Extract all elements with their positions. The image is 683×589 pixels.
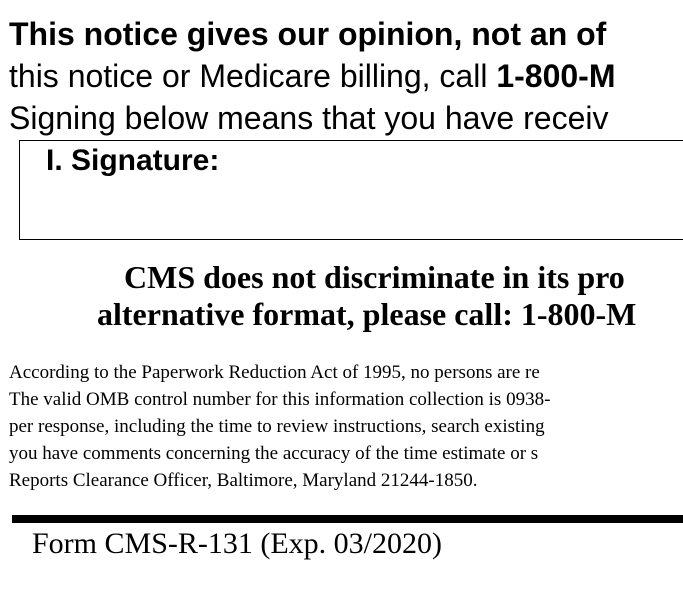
paperwork-notice-line: you have comments concerning the accuracy of the time estimate or s [9, 443, 539, 464]
paperwork-notice-line: per response, including the time to review instructions, search existing [9, 416, 545, 437]
nondiscrimination-line-2: alternative format, please call: 1-800-M [97, 296, 637, 332]
notice-opinion-line: This notice gives our opinion, not an of [9, 16, 607, 52]
paperwork-notice-line: The valid OMB control number for this information collection is 0938- [9, 389, 551, 410]
form-number: Form CMS-R-131 (Exp. 03/2020) [32, 527, 443, 560]
notice-phone-number: 1-800-M [496, 58, 616, 94]
notice-signing-line: Signing below means that you have receiv [9, 100, 609, 136]
signature-box[interactable] [19, 140, 683, 240]
notice-billing-text: this notice or Medicare billing, call [9, 58, 497, 94]
nondiscrimination-line-1: CMS does not discriminate in its pro [124, 259, 625, 295]
paperwork-notice-line: Reports Clearance Officer, Baltimore, Maryland 21244-1850. [9, 470, 478, 491]
notice-billing-line [9, 57, 615, 95]
paperwork-notice-line: According to the Paperwork Reduction Act of 1995, no persons are re [9, 362, 540, 383]
footer-divider [12, 515, 683, 523]
signature-section-title: I. Signature: [46, 144, 220, 177]
